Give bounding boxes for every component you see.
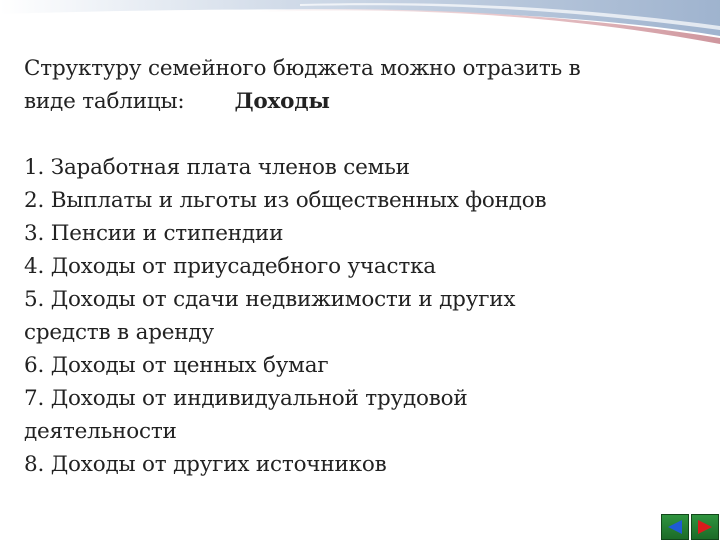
top-decoration <box>0 0 720 60</box>
list-item-continued: деятельности <box>24 419 177 444</box>
list-item: 3. Пенсии и стипендии <box>24 221 284 246</box>
section-heading: Доходы <box>234 89 330 114</box>
list-item: 7. Доходы от индивидуальной трудовой <box>24 386 468 411</box>
intro-row <box>24 85 704 118</box>
list-item: 8. Доходы от других источников <box>24 452 387 477</box>
next-slide-button[interactable] <box>691 514 719 540</box>
list-item: 4. Доходы от приусадебного участка <box>24 254 436 279</box>
slide-content <box>24 52 704 481</box>
intro-line: Структуру семейного бюджета можно отразить в <box>24 56 581 81</box>
blank-line <box>24 118 704 151</box>
arrow-left-icon <box>666 519 684 535</box>
list-item: 5. Доходы от сдачи недвижимости и других <box>24 287 516 312</box>
list-item: 2. Выплаты и льготы из общественных фондов <box>24 188 547 213</box>
list-item: 6. Доходы от ценных бумаг <box>24 353 329 378</box>
list-item-continued: средств в аренду <box>24 320 214 345</box>
list-item: 1. Заработная плата членов семьи <box>24 155 410 180</box>
previous-slide-button[interactable] <box>661 514 689 540</box>
intro-line-continued: виде таблицы: <box>24 89 185 114</box>
arrow-right-icon <box>696 519 714 535</box>
